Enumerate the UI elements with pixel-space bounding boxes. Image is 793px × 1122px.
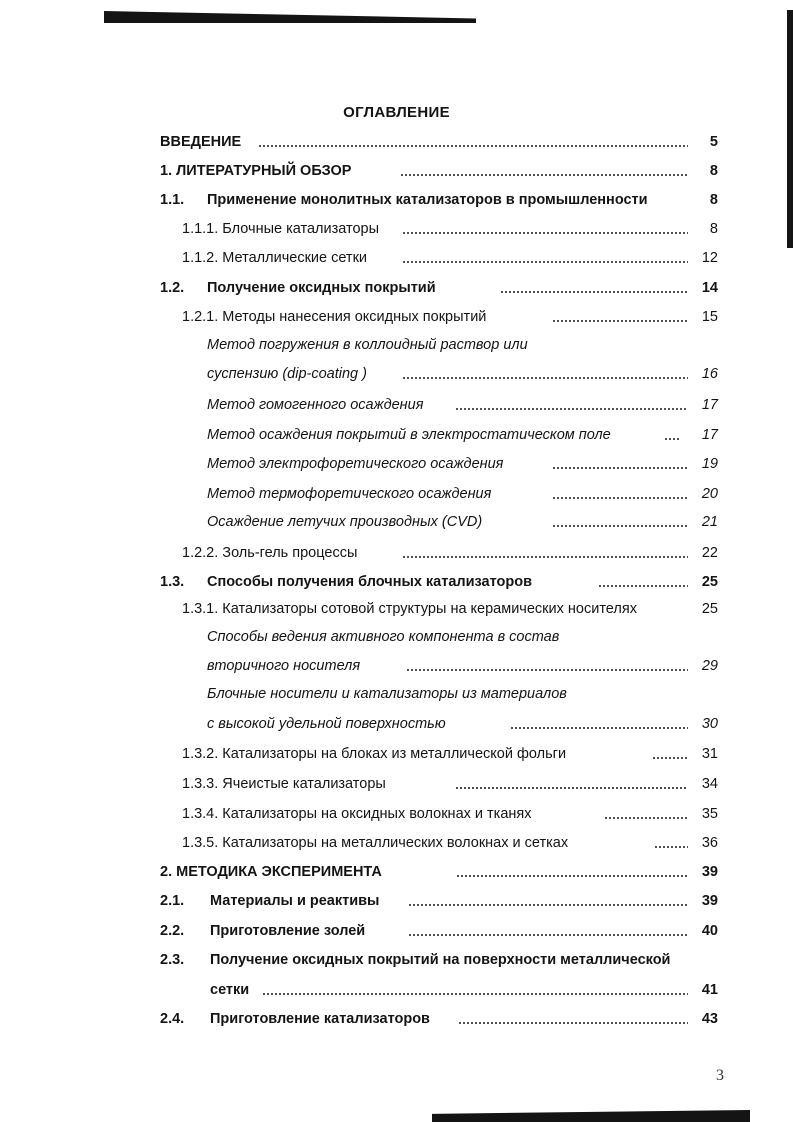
toc-entry-text: суспензию (dip-coating ) [207,366,367,382]
toc-entry-page: 39 [701,864,718,880]
toc-entry-page: 8 [709,221,718,237]
toc-entry-text: Приготовление золей [210,923,366,939]
toc-dot-leader [598,585,688,587]
toc-entry-text: Метод гомогенного осаждения [207,397,424,413]
toc-entry-text: ВВЕДЕНИЕ [160,134,242,150]
toc-entry-number: 1.3. [160,574,185,590]
toc-entry-text: Получение оксидных покрытий [207,280,436,296]
toc-entry [0,949,793,971]
toc-dot-leader [500,291,688,293]
toc-entry-text: 1. ЛИТЕРАТУРНЫЙ ОБЗОР [160,163,352,179]
toc-entry [0,743,793,765]
toc-entry-text: 1.1.1. Блочные катализаторы [182,221,380,237]
toc-entry [0,542,793,564]
toc-entry-number: 2.2. [160,923,185,939]
toc-entry-text: Блочные носители и катализаторы из материалов [207,686,567,702]
toc-entry-page: 8 [709,192,718,208]
toc-entry [0,277,793,299]
toc-entry-page: 5 [709,134,718,150]
toc-entry [0,832,793,854]
toc-entry-page: 22 [701,545,718,561]
toc-entry-text: 1.3.1. Катализаторы сотовой структуры на керамических носителях [182,601,637,617]
toc-entry-text: Материалы и реактивы [210,893,380,909]
toc-entry-text: 1.3.5. Катализаторы на металлических волокнах и сетках [182,835,569,851]
toc-dot-leader [402,261,688,263]
toc-dot-leader [402,232,688,234]
toc-dot-leader [455,408,688,410]
toc-entry [0,979,793,1001]
toc-entry-page: 25 [701,574,718,590]
toc-entry-text: Метод электрофоретического осаждения [207,456,504,472]
toc-entry-text: вторичного носителя [207,658,361,674]
toc-entry-page: 14 [701,280,718,296]
toc-entry [0,394,793,416]
toc-entry [0,160,793,182]
toc-entry [0,861,793,883]
toc-entry-text: Метод осаждения покрытий в электростатическом поле [207,427,611,443]
toc-entry-page: 41 [701,982,718,998]
toc-entry-page: 36 [701,835,718,851]
toc-entry [0,713,793,735]
toc-entry [0,511,793,533]
toc-entry [0,247,793,269]
toc-entry [0,773,793,795]
toc-dot-leader [552,525,688,527]
toc-entry-number: 2.4. [160,1011,185,1027]
toc-entry-page: 12 [701,250,718,266]
toc-entry-text: 2. МЕТОДИКА ЭКСПЕРИМЕНТА [160,864,382,880]
toc-entry-text: с высокой удельной поверхностью [207,716,446,732]
toc-dot-leader [400,174,688,176]
toc-entry-page: 35 [701,806,718,822]
toc-entry-page: 16 [701,366,718,382]
toc-entry [0,483,793,505]
toc-dot-leader [510,727,688,729]
toc-entry-number: 1.1. [160,192,185,208]
toc-entry-number: 2.1. [160,893,185,909]
toc-entry-text: Способы получения блочных катализаторов [207,574,533,590]
toc-entry-page: 20 [701,486,718,502]
toc-entry-page: 8 [709,163,718,179]
toc-entry [0,453,793,475]
toc-dot-leader [408,934,688,936]
toc-entry-page: 29 [701,658,718,674]
toc-entry [0,920,793,942]
toc-dot-leader [552,320,688,322]
toc-entry-page: 43 [701,1011,718,1027]
toc-entry-text: 1.3.4. Катализаторы на оксидных волокнах и тканях [182,806,532,822]
toc-dot-leader [406,669,688,671]
toc-entry-page: 25 [701,601,718,617]
toc-entry-text: Способы ведения активного компонента в состав [207,629,560,645]
toc-entry [0,424,793,446]
toc-dot-leader [262,993,688,995]
toc-entry-number: 2.3. [160,952,185,968]
toc-entry-text: Получение оксидных покрытий на поверхности металлической [210,952,671,968]
toc-entry-text: Осаждение летучих производных (CVD) [207,514,483,530]
toc-entry-page: 15 [701,309,718,325]
toc-dot-leader [455,787,688,789]
toc-entry-page: 30 [701,716,718,732]
toc-entry [0,189,793,211]
toc-entry [0,306,793,328]
toc-entry [0,334,793,356]
toc-entry-page: 17 [701,397,718,413]
toc-dot-leader [552,467,688,469]
toc-entry-text: сетки [210,982,250,998]
toc-entry [0,218,793,240]
toc-entry [0,655,793,677]
toc-entry-page: 39 [701,893,718,909]
toc-entry [0,683,793,705]
toc-entry-text: Приготовление катализаторов [210,1011,430,1027]
toc-entry-text: Метод погружения в коллоидный раствор или [207,337,528,353]
toc-entry-text: 1.2.2. Золь-гель процессы [182,545,358,561]
toc-entry-text: 1.3.2. Катализаторы на блоках из металлической фольги [182,746,567,762]
toc-entry [0,803,793,825]
toc-dot-leader [552,497,688,499]
toc-entry-page: 34 [701,776,718,792]
toc-dot-leader [402,377,688,379]
toc-dot-leader [258,145,688,147]
toc-entry-page: 19 [701,456,718,472]
toc-entry [0,1008,793,1030]
toc-entry [0,571,793,593]
toc-entry-text: 1.2.1. Методы нанесения оксидных покрытий [182,309,487,325]
page-number: 3 [716,1067,724,1084]
toc-entry-page: 31 [701,746,718,762]
toc-entry-text: Применение монолитных катализаторов в промышленности [207,192,648,208]
page-title: ОГЛАВЛЕНИЕ [343,104,450,121]
toc-entry-page: 21 [701,514,718,530]
toc-dot-leader [458,1022,688,1024]
toc-entry [0,890,793,912]
toc-entry-text: 1.3.3. Ячеистые катализаторы [182,776,386,792]
toc-dot-leader [402,556,688,558]
toc-entry-page: 40 [701,923,718,939]
toc-dot-leader [408,904,688,906]
toc-entry [0,598,793,620]
toc-entry-text: 1.1.2. Металлические сетки [182,250,368,266]
toc-entry-number: 1.2. [160,280,185,296]
toc-entry [0,626,793,648]
toc-entry [0,131,793,153]
toc-entry [0,363,793,385]
toc-dot-leader [456,875,688,877]
toc-entry-text: Метод термофоретического осаждения [207,486,492,502]
toc-entry-page: 17 [701,427,718,443]
